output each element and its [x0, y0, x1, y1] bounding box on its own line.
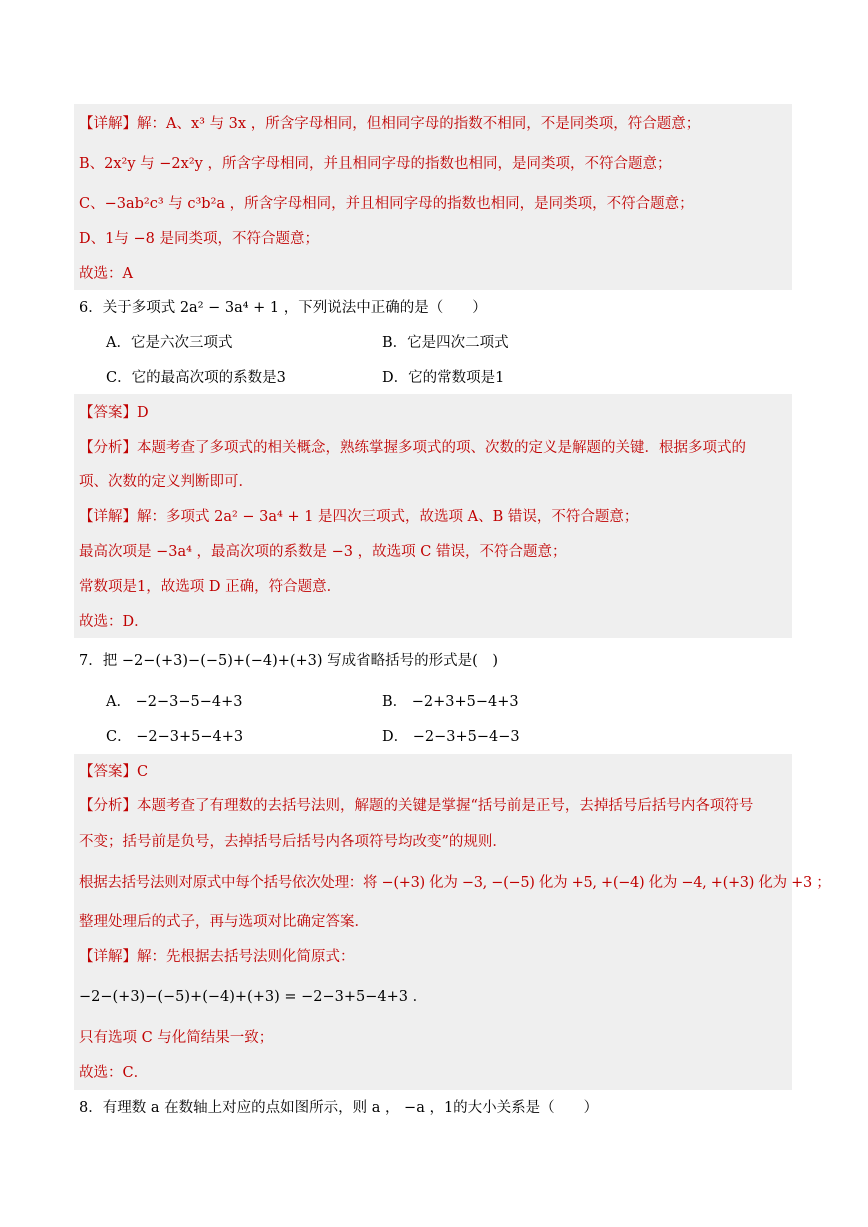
- q6-analysis-line-1: 【分析】本题考查了多项式的相关概念，熟练掌握多项式的项、次数的定义是解题的关键．根据多项式的: [79, 440, 746, 456]
- q7-option-c: C． −2−3+5−4+3: [106, 729, 244, 745]
- q7-detail-line-4: 故选：C．: [79, 1065, 149, 1081]
- q7-analysis-line-2: 不变；括号前是负号，去掉括号后括号内各项符号均改变”的规则．: [79, 834, 507, 850]
- q5-detail-line-3: C、−3ab²c³ 与 c³b²a ，所含字母相同，并且相同字母的指数也相同，是同类项，不符合题意；: [79, 196, 694, 212]
- q6-option-b: B．它是四次二项式: [382, 335, 509, 351]
- q5-detail-line-4: D、1与 −8 是同类项，不符合题意；: [79, 231, 319, 247]
- q7-stem: 7．把 −2−(+3)−(−5)+(−4)+(+3) 写成省略括号的形式是( ): [79, 653, 498, 669]
- q7-analysis-line-3: 根据去括号法则对原式中每个括号依次处理：将 −(+3) 化为 −3, −(−5) 化为 +5, +(−4) 化为 −4, +(+3) 化为 +3 ；: [79, 875, 831, 891]
- q7-option-d: D． −2−3+5−4−3: [382, 729, 520, 745]
- q6-detail-line-4: 故选：D．: [79, 614, 149, 630]
- q7-detail-line-1: 【详解】解：先根据去括号法则化简原式：: [79, 949, 355, 965]
- q6-detail-line-2: 最高次项是 −3a⁴ ，最高次项的系数是 −3 ，故选项 C 错误，不符合题意；: [79, 544, 567, 560]
- q7-analysis-line-4: 整理处理后的式子，再与选项对比确定答案．: [79, 914, 369, 930]
- q7-analysis-line-1: 【分析】本题考查了有理数的去括号法则，解题的关键是掌握“括号前是正号，去掉括号后括号内各项符号: [79, 798, 754, 814]
- q6-detail-line-1: 【详解】解：多项式 2a² − 3a⁴ + 1 是四次三项式，故选项 A、B 错误，不符合题意；: [79, 509, 639, 525]
- q6-option-c: C．它的最高次项的系数是3: [106, 370, 286, 386]
- q5-detail-line-1: 【详解】解：A、x³ 与 3x ，所含字母相同，但相同字母的指数不相同，不是同类项，符合题意；: [79, 116, 701, 132]
- q7-answer: 【答案】C: [79, 764, 149, 780]
- q5-detail-line-2: B、2x²y 与 −2x²y ，所含字母相同，并且相同字母的指数也相同，是同类项，不符合题意；: [79, 156, 672, 172]
- q6-option-d: D．它的常数项是1: [382, 370, 505, 386]
- q7-option-b: B． −2+3+5−4+3: [382, 694, 519, 710]
- q6-analysis-line-2: 项、次数的定义判断即可．: [79, 474, 253, 490]
- q6-answer: 【答案】D: [79, 405, 149, 421]
- q7-option-a: A． −2−3−5−4+3: [106, 694, 243, 710]
- q8-stem: 8．有理数 a 在数轴上对应的点如图所示，则 a ， −a ，1的大小关系是（ ）: [79, 1100, 599, 1116]
- q5-detail-line-5: 故选：A: [79, 266, 133, 282]
- q6-option-a: A．它是六次三项式: [106, 335, 233, 351]
- q7-detail-line-3: 只有选项 C 与化简结果一致；: [79, 1030, 274, 1046]
- q6-stem: 6．关于多项式 2a² − 3a⁴ + 1 ，下列说法中正确的是（ ）: [79, 300, 487, 316]
- q6-detail-line-3: 常数项是1，故选项 D 正确，符合题意．: [79, 579, 342, 595]
- q7-detail-line-2: −2−(+3)−(−5)+(−4)+(+3) = −2−3+5−4+3 ．: [79, 989, 428, 1005]
